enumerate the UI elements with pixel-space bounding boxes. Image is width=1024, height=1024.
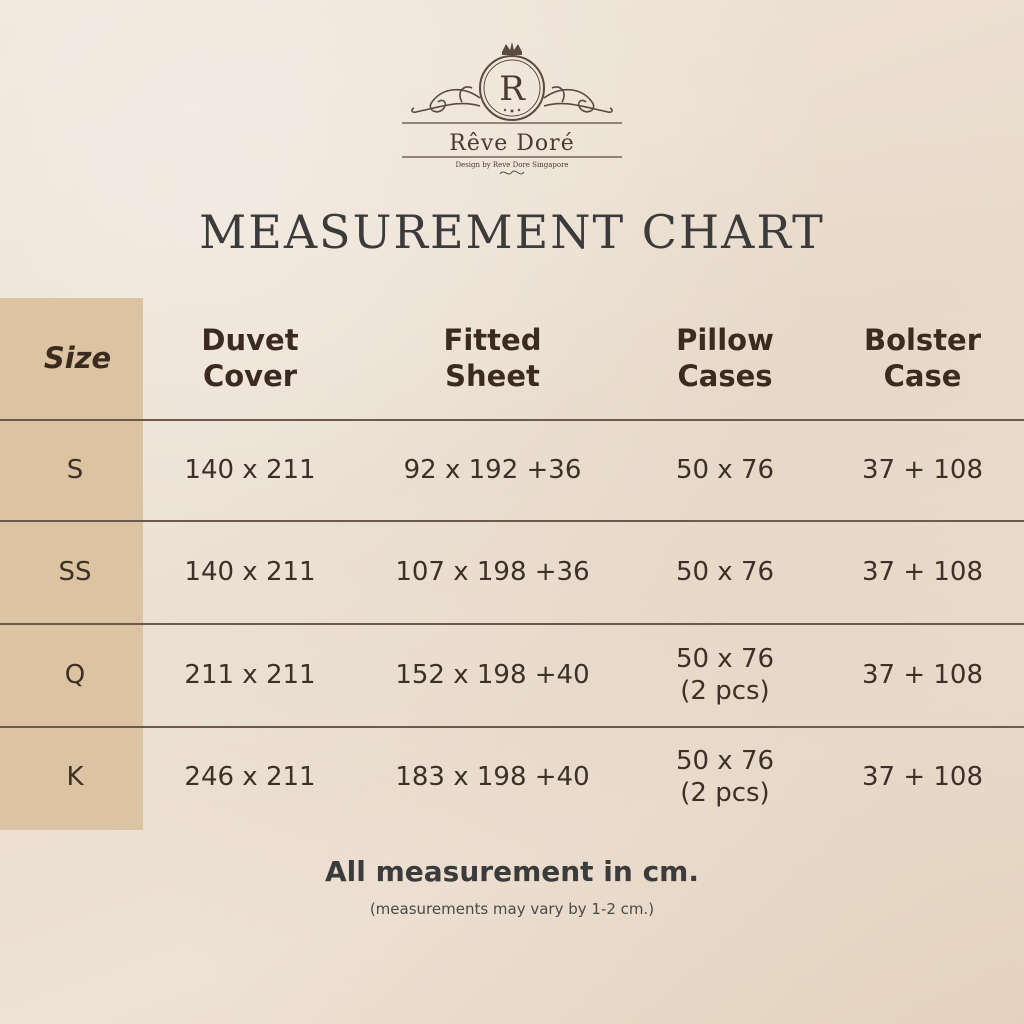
logo-emblem [402, 40, 622, 190]
header-duvet-cover: Duvet Cover [201, 322, 299, 393]
cell-duvet: 211 x 211 [184, 659, 316, 690]
brand-logo [0, 40, 1024, 190]
cell-size: S [66, 454, 84, 485]
cell-size: K [66, 761, 84, 792]
cell-pillow: 50 x 76 (2 pcs) [675, 745, 775, 808]
header-fitted-sheet: Fitted Sheet [443, 322, 542, 393]
cell-pillow: 50 x 76 (2 pcs) [675, 643, 775, 706]
brand-tagline: Design by Reve Dore Singapore [455, 161, 569, 169]
page-title: MEASUREMENT CHART [199, 205, 825, 259]
cell-fitted: 107 x 198 +36 [395, 556, 590, 587]
units-note: All measurement in cm. [325, 855, 699, 888]
cell-fitted: 92 x 192 +36 [403, 454, 582, 485]
scroll-ornament-left [412, 87, 480, 112]
cell-duvet: 140 x 211 [184, 556, 316, 587]
cell-pillow: 50 x 76 [675, 454, 775, 485]
cell-fitted: 152 x 198 +40 [395, 659, 590, 690]
cell-fitted: 183 x 198 +40 [395, 761, 590, 792]
cell-bolster: 37 + 108 [861, 659, 984, 690]
header-size: Size [43, 340, 112, 375]
signature-flourish [500, 171, 524, 174]
cell-duvet: 246 x 211 [184, 761, 316, 792]
cell-pillow: 50 x 76 [675, 556, 775, 587]
cell-bolster: 37 + 108 [861, 454, 984, 485]
header-pillow-cases: Pillow Cases [676, 322, 774, 393]
cell-size: Q [64, 659, 86, 690]
cell-bolster: 37 + 108 [861, 761, 984, 792]
brand-name: Rêve Doré [449, 131, 575, 156]
crown-icon [502, 42, 522, 55]
cell-size: SS [58, 556, 92, 587]
cell-duvet: 140 x 211 [184, 454, 316, 485]
scroll-ornament-right [544, 87, 612, 112]
cell-bolster: 37 + 108 [861, 556, 984, 587]
header-bolster-case: Bolster Case [863, 322, 982, 393]
variance-note: (measurements may vary by 1-2 cm.) [369, 900, 655, 918]
logo-monogram: R [499, 69, 525, 109]
